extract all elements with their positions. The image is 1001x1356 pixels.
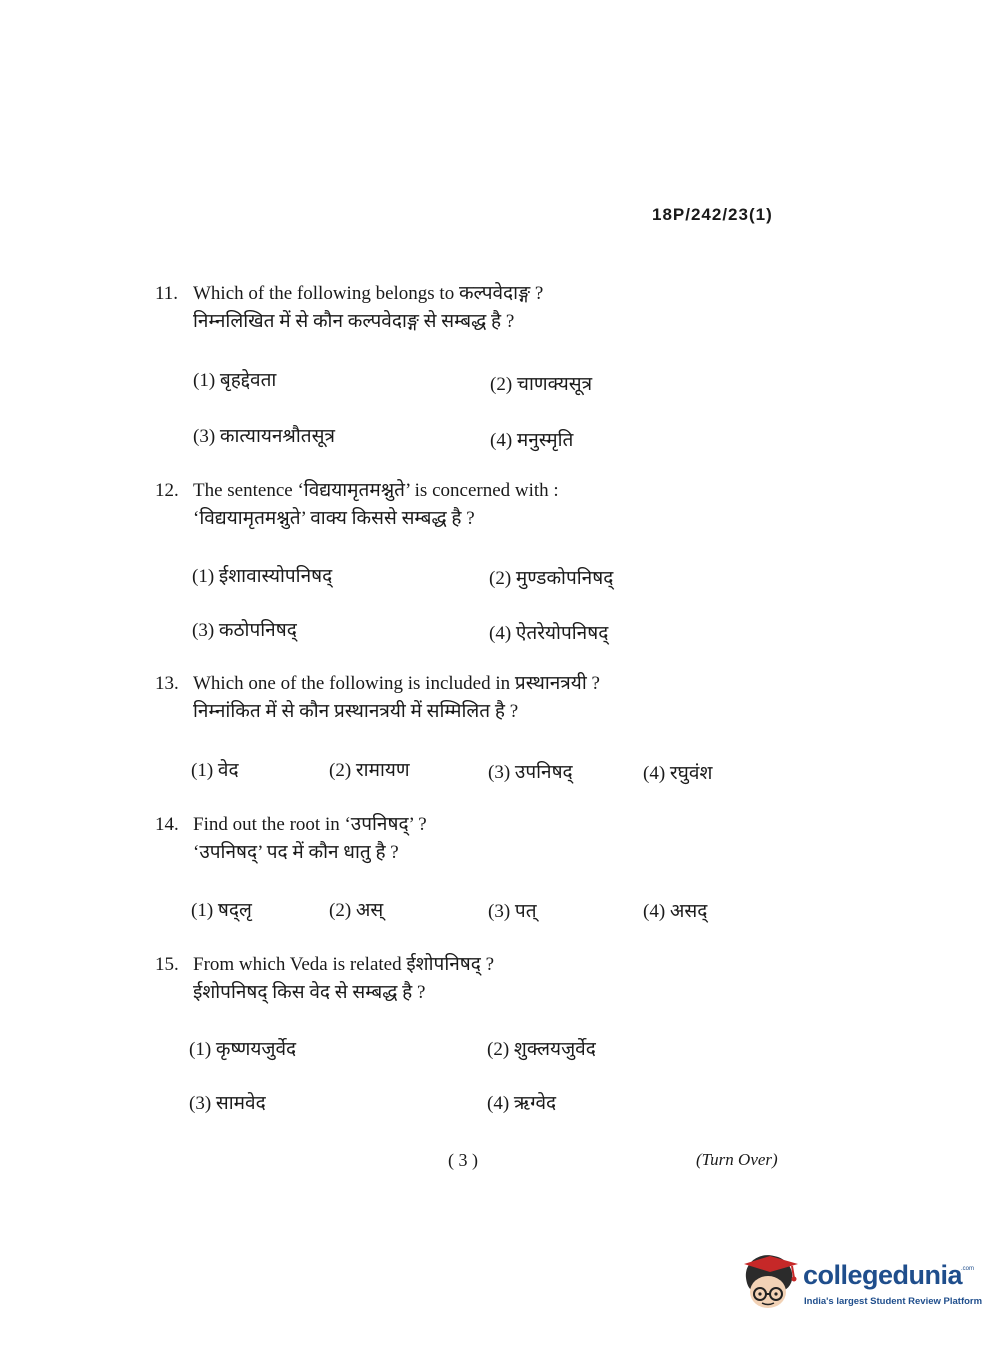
question-14 [155,811,795,867]
option-2: (2) मुण्डकोपनिषद् [489,568,614,589]
logo-tagline: India's largest Student Review Platform [804,1296,983,1307]
question-english: 11. Which of the following belongs to कल्पवेदाङ्ग ? [155,280,795,308]
question-english: 15. From which Veda is related ईशोपनिषद् ? [155,951,795,979]
option-4: (4) मनुस्मृति [490,430,574,451]
option-2: (2) शुक्लयजुर्वेद [487,1039,596,1060]
question-hindi: निम्नांकित में से कौन प्रस्थानत्रयी में सम्मिलित है ? [193,701,519,722]
page-number: ( 3 ) [448,1150,478,1170]
option-3: (3) उपनिषद् [488,762,573,783]
option-3: (3) कात्यायनश्रौतसूत्र [193,426,335,447]
question-number: 13. [155,673,179,694]
option-1: (1) बृहद्देवता [193,370,277,391]
logo-name: collegedunia [803,1260,963,1290]
question-hindi: ‘उपनिषद्’ पद में कौन धातु है ? [193,842,399,863]
option-3: (3) कठोपनिषद् [192,620,297,641]
question-15 [155,951,795,1007]
option-3: (3) पत् [488,901,537,922]
question-number: 11. [155,283,179,304]
question-hindi: ईशोपनिषद् किस वेद से सम्बद्ध है ? [193,982,426,1003]
option-2: (2) रामायण [329,760,410,781]
turn-over-note: (Turn Over) [696,1150,778,1169]
option-4: (4) असद् [643,901,708,922]
option-2: (2) अस् [329,900,384,921]
logo-suffix: .com [961,1266,975,1272]
question-number: 14. [155,814,179,835]
collegedunia-logo [740,1248,983,1318]
question-11 [155,280,795,336]
option-2: (2) चाणक्यसूत्र [490,374,593,395]
option-1: (1) ईशावास्योपनिषद् [192,566,333,587]
question-hindi: ‘विद्ययामृतमश्नुते’ वाक्य किससे सम्बद्ध है ? [193,508,475,529]
option-3: (3) सामवेद [189,1093,266,1114]
question-english: 12. The sentence ‘विद्ययामृतमश्नुते’ is concerned with : [155,477,795,505]
question-number: 12. [155,480,179,501]
question-12 [155,477,795,533]
question-13 [155,670,795,726]
mascot-icon [740,1248,802,1314]
option-1: (1) षद्लृ [191,900,252,921]
option-1: (1) वेद [191,760,239,781]
option-4: (4) रघुवंश [643,763,713,784]
option-4: (4) ऋग्वेद [487,1093,557,1114]
question-hindi: निम्नलिखित में से कौन कल्पवेदाङ्ग से सम्बद्ध है ? [193,311,515,332]
paper-code: 18P/242/23(1) [652,205,773,224]
question-number: 15. [155,954,179,975]
question-english: 14. Find out the root in ‘उपनिषद्’ ? [155,811,795,839]
option-1: (1) कृष्णयजुर्वेद [189,1039,297,1060]
question-english: 13. Which one of the following is included in प्रस्थानत्रयी ? [155,670,795,698]
option-4: (4) ऐतरेयोपनिषद् [489,623,609,644]
